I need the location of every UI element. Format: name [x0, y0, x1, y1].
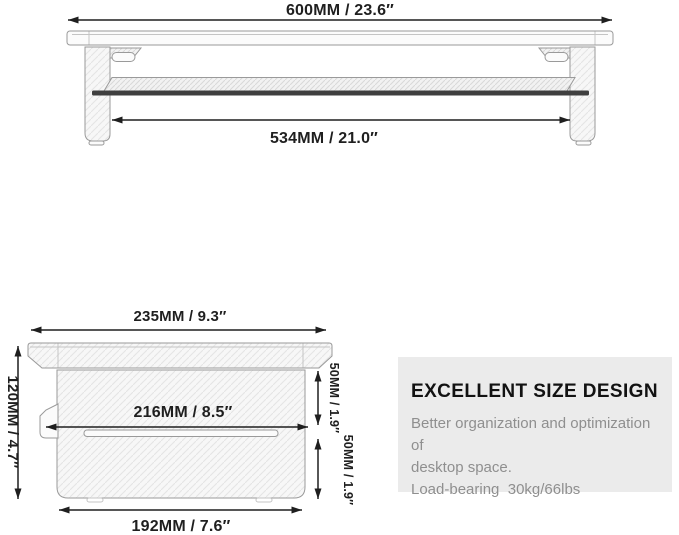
side-view-platform: [28, 343, 332, 368]
side-view-slot: [84, 430, 278, 437]
side-view-hook: [40, 404, 58, 438]
base-depth-label: 192MM / 7.6″: [131, 518, 231, 535]
front-view-shelf: [92, 78, 589, 96]
height-label: 120MM / 4.7″: [4, 375, 21, 469]
front-view-drawing: [67, 2, 613, 147]
side-view-drawing: [4, 308, 355, 535]
info-box-title: EXCELLENT SIZE DESIGN: [411, 381, 658, 402]
platform-depth-label: 216MM / 8.5″: [133, 404, 233, 421]
front-view-right-leg: [539, 47, 595, 145]
front-view-platform: [67, 31, 613, 45]
info-box: [398, 357, 672, 498]
front-view-left-leg: [85, 47, 141, 145]
info-box-description-line2: desktop space.: [411, 459, 512, 476]
side-view-leg: [40, 370, 305, 502]
lower-gap-label: 50MM / 1.9″: [341, 434, 355, 506]
upper-gap-label: 50MM / 1.9″: [327, 362, 341, 434]
top-depth-label: 235MM / 9.3″: [133, 308, 227, 325]
info-box-description-line1: Better organization and optimization of: [411, 415, 655, 454]
inner-width-label: 534MM / 21.0″: [269, 130, 379, 147]
info-box-load-bearing: Load-bearing 30kg/66lbs: [411, 481, 581, 498]
overall-width-label: 600MM / 23.6″: [285, 2, 395, 19]
info-box-body: [411, 413, 662, 501]
